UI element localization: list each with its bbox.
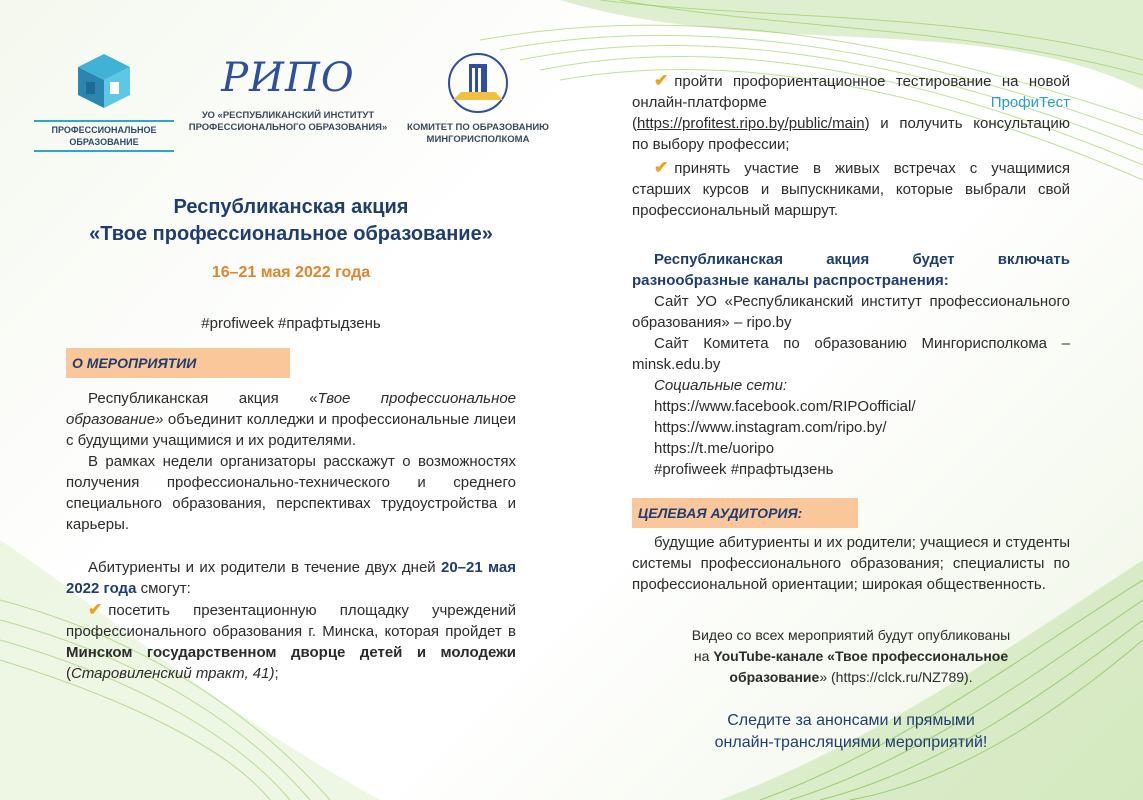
logo-committee-text: КОМИТЕТ ПО ОБРАЗОВАНИЮ МИНГОРИСПОЛКОМА xyxy=(407,122,549,145)
logo-professional-education xyxy=(34,52,174,152)
event-dates: 16–21 мая 2022 года xyxy=(211,264,371,281)
text-span-bold: Минском государственном дворце детей и молодежи xyxy=(66,644,516,661)
text-span: » (https://clck.ru/NZ789). xyxy=(819,669,973,685)
video-line-1: Видео со всех мероприятий будут опубликованы xyxy=(691,627,1011,643)
logo-ripo-text: УО «РЕСПУБЛИКАНСКИЙ ИНСТИТУТ ПРОФЕССИОНАЛЬНОГО ОБРАЗОВАНИЯ» xyxy=(188,110,388,133)
logo-po-text: ПРОФЕССИОНАЛЬНОЕ ОБРАЗОВАНИЕ xyxy=(34,120,174,152)
channels-heading: Республиканская акция будет включать разнообразные каналы распространения: xyxy=(632,251,1070,289)
text-span-italic: Твое профессиональное образование» xyxy=(66,390,517,428)
hashtags: #profiweek #прафтыдзень xyxy=(201,315,381,332)
list-item-testing xyxy=(632,70,1070,155)
follow-line-2: онлайн-трансляциями мероприятий! xyxy=(714,734,988,751)
video-line-3 xyxy=(632,667,1070,688)
building-emblem-icon xyxy=(443,52,513,114)
social-hashtags: #profiweek #прафтыдзень xyxy=(654,461,834,478)
left-column xyxy=(51,52,549,684)
text-span-bold: YouTube-канале «Твое профессиональное xyxy=(713,648,1009,664)
text-span: смогут: xyxy=(136,580,191,597)
text-span: пройти профориентационное тестирование на новой онлайн-платформе xyxy=(632,73,1070,111)
channel-ripo: Сайт УО «Республиканский институт профессионального образования» – ripo.by xyxy=(632,293,1070,331)
checkmark-icon: ✔ xyxy=(654,158,669,177)
video-block xyxy=(632,625,1070,688)
social-instagram[interactable]: https://www.instagram.com/ripo.by/ xyxy=(654,419,887,436)
profitest-link[interactable]: https://profitest.ripo.by/public/main xyxy=(637,115,865,132)
cube-logo-icon xyxy=(74,52,134,110)
logo-committee xyxy=(398,52,558,146)
checkmark-icon: ✔ xyxy=(88,600,103,619)
social-facebook[interactable]: https://www.facebook.com/RIPOofficial/ xyxy=(654,398,916,415)
text-span: принять участие в живых встречах с учащимися старших курсов и выпускниками, которые выбрали свой профессиональный маршрут. xyxy=(632,160,1070,219)
audience-text: будущие абитуриенты и их родители; учащиеся и студенты системы профессионального образования; специалисты по профессиональной ориентации; широкая общественность. xyxy=(632,534,1070,593)
follow-block xyxy=(632,710,1070,754)
social-telegram[interactable]: https://t.me/uoripo xyxy=(654,440,775,457)
about-paragraph-2: В рамках недели организаторы расскажут о возможностях получения профессионально-технического и среднего специального образования, перспективах трудоустройства и карьеры. xyxy=(66,453,516,533)
text-span: посетить презентационную площадку учреждений профессионального образования г. Минска, которая пройдет в xyxy=(66,602,516,640)
text-span: Республиканская акция « xyxy=(88,390,318,407)
section-heading-about: О МЕРОПРИЯТИИ xyxy=(66,348,290,378)
text-span-bold: 20–21 мая 2022 года xyxy=(66,559,517,597)
text-span: на xyxy=(693,648,714,664)
text-span: ; xyxy=(274,665,279,682)
section-heading-audience: ЦЕЛЕВАЯ АУДИТОРИЯ: xyxy=(632,498,858,528)
about-paragraph-1 xyxy=(66,388,516,451)
text-span-italic: Старовиленский тракт, 41) xyxy=(71,665,275,682)
text-span-bold: образование xyxy=(729,669,820,685)
page-title xyxy=(66,194,516,248)
text-span: Абитуриенты и их родители в течение двух дней xyxy=(88,559,441,576)
right-column xyxy=(632,70,1070,754)
title-line-1: Республиканская акция xyxy=(173,196,409,218)
channel-minsk: Сайт Комитета по образованию Мингорисполкома – minsk.edu.by xyxy=(632,335,1070,373)
title-line-2: «Твое профессиональное образование» xyxy=(89,223,493,245)
text-span: ( xyxy=(632,115,637,132)
social-heading: Социальные сети: xyxy=(654,377,788,394)
checkmark-icon: ✔ xyxy=(654,71,669,90)
follow-line-1: Следите за анонсами и прямыми xyxy=(727,712,975,729)
logo-ripo xyxy=(188,52,388,134)
text-span: ) и получить консультацию по выбору профессии; xyxy=(632,115,1070,153)
text-span: ( xyxy=(66,665,71,682)
video-line-2 xyxy=(632,646,1070,667)
list-item-visit xyxy=(66,599,516,684)
about-paragraph-3 xyxy=(66,557,516,599)
text-span: объединит колледжи и профессиональные лицеи с будущими учащимися и их родителями. xyxy=(66,411,516,449)
logo-row xyxy=(51,52,549,162)
list-item-meetings xyxy=(632,157,1070,221)
ripo-mark: РИПО xyxy=(221,55,355,101)
profitest-brand: ПрофиТест xyxy=(990,94,1070,111)
